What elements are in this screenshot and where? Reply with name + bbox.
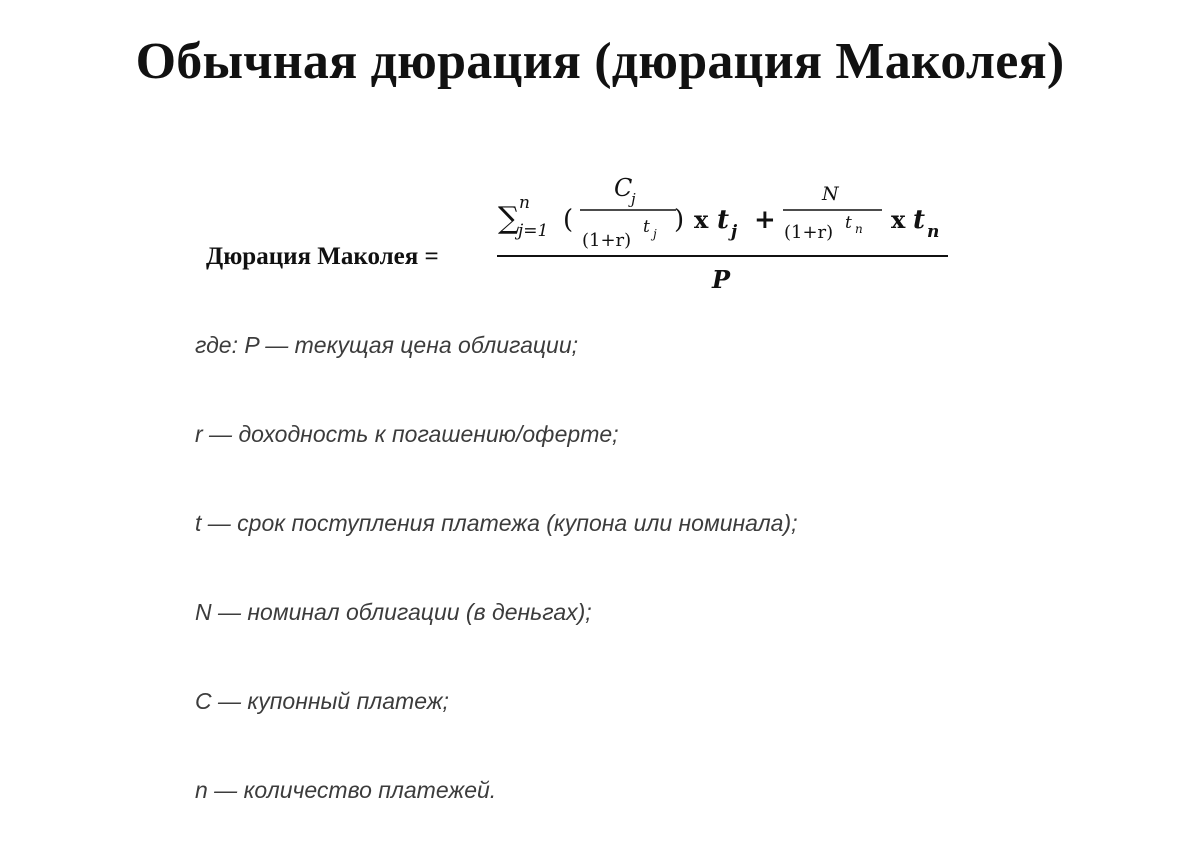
plus-sign: + <box>754 205 776 235</box>
term-t: t <box>717 205 730 235</box>
nominal-symbol: N <box>822 183 839 205</box>
legend-item-price: где: P — текущая цена облигации; <box>195 332 579 358</box>
coupon-subscript: j <box>631 190 636 208</box>
discount-exponent-t: t <box>643 217 650 237</box>
times-sign: x <box>694 205 709 234</box>
coupon-symbol: C <box>614 174 633 202</box>
page-title: Обычная дюрация (дюрация Маколея) <box>135 33 1065 90</box>
term-t-subscript: j <box>731 222 738 242</box>
sum-upper-limit: n <box>519 193 530 213</box>
legend-item-coupon: C — купонный платеж; <box>195 688 449 714</box>
macaulay-duration-formula <box>206 156 966 306</box>
legend-item-payment-count: n — количество платежей. <box>195 777 497 803</box>
denominator-price: P <box>712 265 731 294</box>
term-t-n: t <box>913 205 926 235</box>
term-t-n-subscript: n <box>927 222 940 242</box>
nominal-exponent-sub: n <box>855 222 863 236</box>
sum-symbol: ∑ <box>498 201 520 236</box>
sum-lower-limit: j=1 <box>518 221 549 241</box>
open-paren: ( <box>563 205 574 235</box>
times-sign-second: x <box>891 205 906 234</box>
discount-base: (1+r) <box>582 230 632 251</box>
nominal-discount-base: (1+r) <box>784 222 834 243</box>
formula-lhs-label: Дюрация Маколея = <box>206 243 439 270</box>
close-paren: ) <box>674 205 685 235</box>
legend-item-term: t — срок поступления платежа (купона или номинала); <box>195 510 798 536</box>
legend-item-nominal: N — номинал облигации (в деньгах); <box>195 599 592 625</box>
discount-exponent-sub: j <box>653 227 657 241</box>
legend-item-yield: r — доходность к погашению/оферте; <box>195 421 619 447</box>
nominal-exponent-t: t <box>845 213 852 233</box>
formula-expression <box>206 156 966 306</box>
